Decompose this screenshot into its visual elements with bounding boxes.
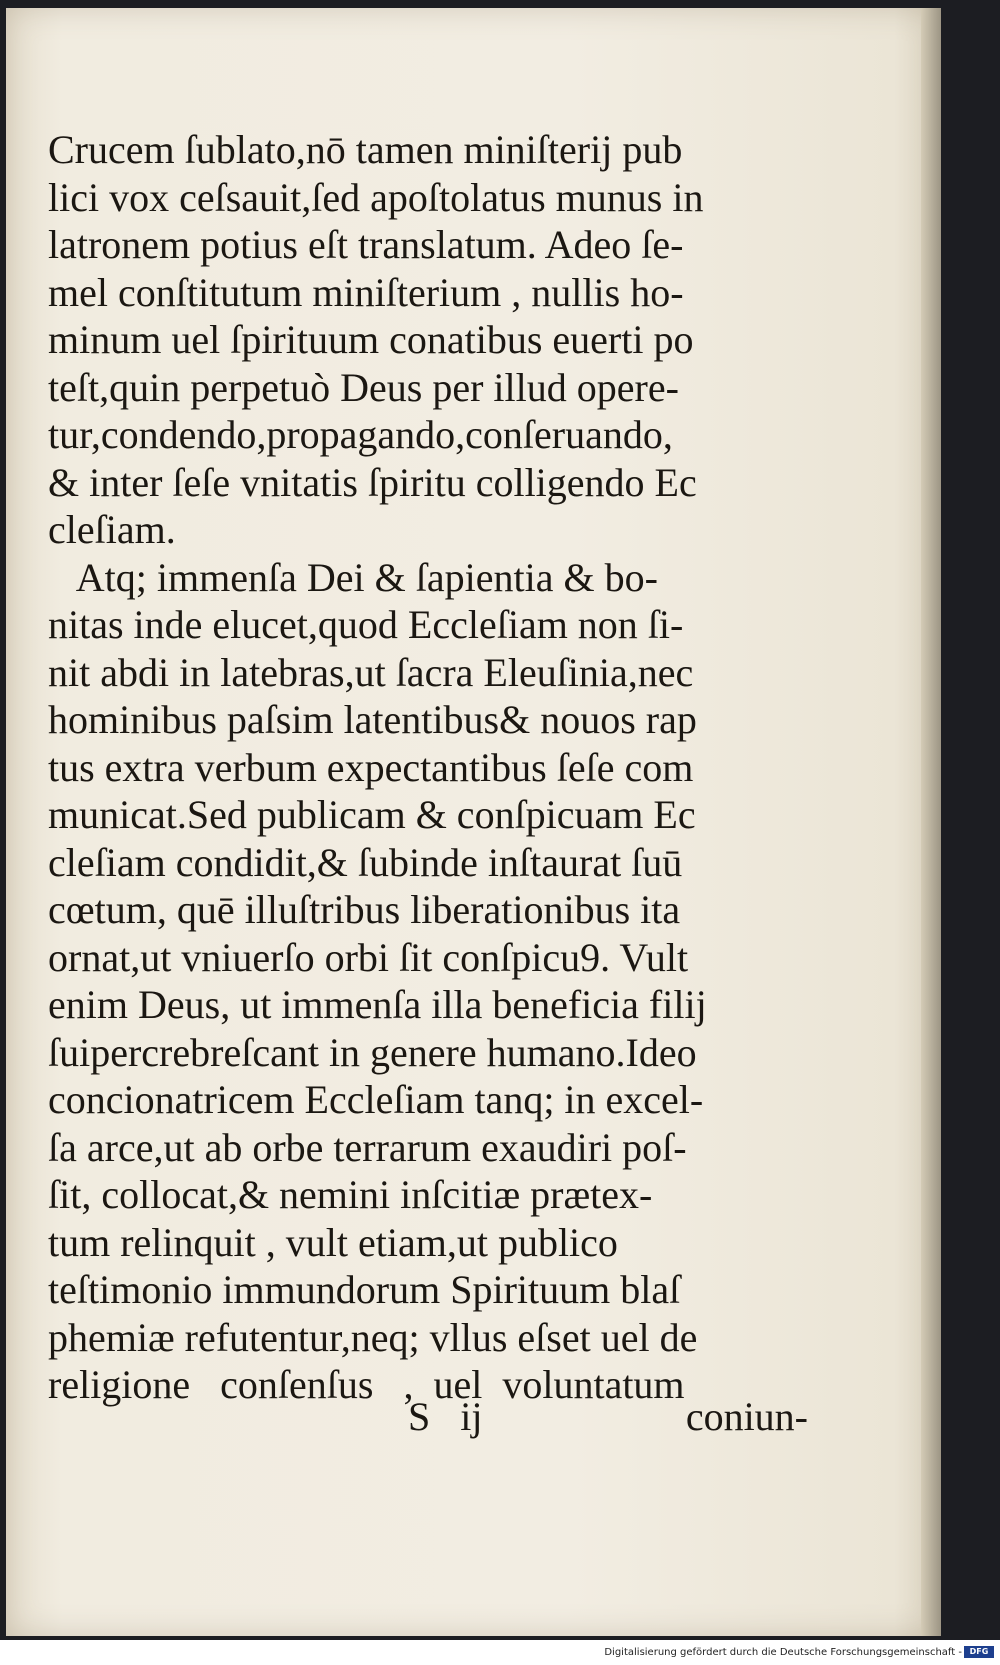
dfg-logo: DFG [964,1646,994,1658]
text-line: hominibus paſsim latentibus& nouos rap [48,697,697,742]
page-footer [48,1393,828,1443]
text-line: tum relinquit , vult etiam,ut publico [48,1219,618,1265]
text-line: Atq; immenſa Dei & ſapientia & bo- [48,554,658,600]
text-line: cleſiam condidit,& ſubinde inſtaurat ſuū [48,839,683,885]
text-line: phemiæ refutentur,neq; vllus eſset uel de [48,1314,698,1360]
text-line: lici vox ceſsauit,ſed apoſtolatus munus in [48,174,704,220]
text-line: tur,condendo,propagando,conſeruando, [48,412,673,457]
text-line: cœtum, quē illuſtribus liberationibus ita [48,887,681,932]
text-line: nitas inde elucet,quod Eccleſiam non ſi- [48,602,684,647]
signature-mark: S ij [408,1394,483,1439]
text-line: mel conſtitutum miniſterium , nullis ho- [48,269,684,315]
text-line: religione conſenſus , uel voluntatum [48,1362,685,1407]
text-line: Crucem ſublato,nō tamen miniſterij pub [48,127,683,172]
text-line: latronem potius eſt translatum. Adeo ſe- [48,222,684,267]
text-line: ſuipercrebreſcant in genere humano.Ideo [48,1029,697,1075]
credit-text: Digitalisierung gefördert durch die Deutsche Forschungsgemeinschaft - [604,1647,962,1658]
body-text [48,126,848,1409]
page-gutter [921,8,941,1636]
text-line: ornat,ut vniuerſo orbi ſit conſpicu9. Vult [48,934,689,980]
credit-bar [0,1640,1000,1665]
text-line: teſt,quin perpetuò Deus per illud opere- [48,364,679,410]
text-line: cleſiam. [48,507,176,552]
text-line: ſit, collocat,& nemini inſcitiæ prætex- [48,1172,653,1217]
text-line: ſa arce,ut ab orbe terrarum exaudiri poſ- [48,1124,687,1170]
text-line: enim Deus, ut immenſa illa beneficia filij [48,982,707,1027]
text-line: minum uel ſpirituum conatibus euerti po [48,317,694,362]
text-line: teſtimonio immundorum Spirituum blaſ [48,1267,681,1312]
text-line: municat.Sed publicam & conſpicuam Ec [48,792,696,837]
text-line: concionatricem Eccleſiam tanq; in excel- [48,1077,704,1122]
catchword: coniun- [685,1394,808,1439]
book-page [6,8,941,1636]
text-line: & inter ſeſe vnitatis ſpiritu colligendo Ec [48,459,697,505]
text-line: tus extra verbum expectantibus ſeſe com [48,744,694,790]
text-line: nit abdi in latebras,ut ſacra Eleuſinia,nec [48,649,694,695]
